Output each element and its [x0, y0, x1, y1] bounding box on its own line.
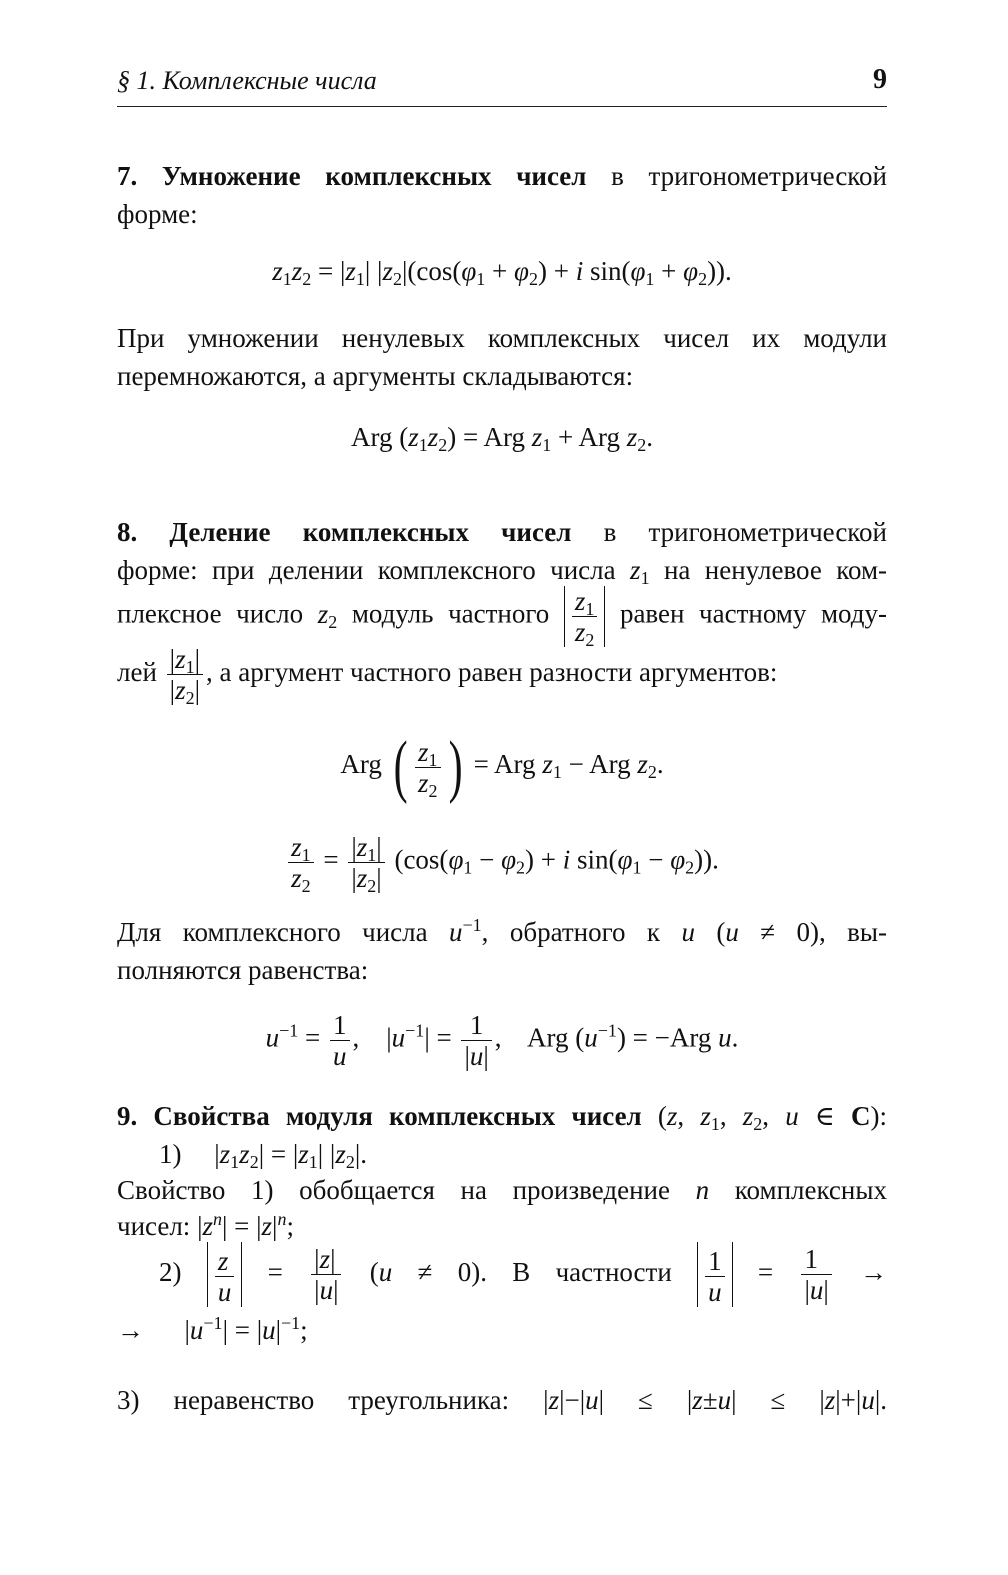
s8-p2-a: Для комплексного числа [117, 917, 428, 947]
s9-title: 9. Свойства модуля комплексных чисел [117, 1101, 642, 1131]
s9-gen-line2: чисел: $|z^n| = |z|^n$; [117, 1209, 294, 1241]
formula-division: $\frac{z_1}{z_2}$ = $\frac{|z_1|}{|z_2|}$ ($\cos(\varphi_1 - \varphi_2) + i$ $\sin(\varphi_1 - \varphi_2)$). [117, 832, 887, 893]
s8-heading-line [117, 514, 887, 550]
modulus-of-quotient: $\frac{z_1}{z_2}$ [564, 586, 606, 647]
s8-line3-b: модуль частного [351, 598, 550, 629]
s8-p2-line2: полняются равенства: [117, 955, 369, 985]
s9-gen-a: Свойство 1) обобщается на произведение [117, 1175, 670, 1205]
page-number: 9 [873, 64, 887, 95]
s9-item3-text: 3) неравенство треугольника: [117, 1385, 510, 1415]
formula-arg-sum: Arg $(z_1z_2)$ = Arg $z_1$ + Arg $z_2$. [350, 422, 654, 455]
s8-line2-a: форме: при делении комплексного числа [117, 555, 616, 585]
s8-line4-a: лей [117, 657, 157, 687]
s8-line2: форме: при делении комплексного числа $z_1$ на ненулевое ком- [117, 555, 888, 588]
s9-item2-label: 2) [159, 1257, 182, 1287]
s8-line2-b: на ненулевое ком- [663, 555, 888, 585]
s8-p2-line1: Для комплексного числа $u^{-1}$, обратного к u (u ≠ 0), вы- [117, 915, 888, 947]
s9-item1: 1) $|z_1z_2| = |z_1|$ $|z_2|$. [159, 1139, 367, 1172]
s9-item3: 3) неравенство треугольника: |z|−|u| ≤ |z±u| ≤ |z|+|u|. [117, 1385, 887, 1415]
running-header [117, 62, 887, 107]
formula-multiplication: $z_1z_2 = |z_1|$ $|z_2|(\cos(\varphi_1 + \varphi_2) + i$ $\sin(\varphi_1 + \varphi_2)$). [272, 256, 732, 289]
s8-p2-b: , обратного к [481, 917, 661, 947]
s8-p2-c: , вы- [818, 917, 888, 947]
formula-inverse: $u^{-1}$ = $\frac{1}{u}$ , $|u^{-1}|$ = $\frac{1}{|u|}$ , Arg $(u^{-1}) = -Arg$ u. [265, 1010, 739, 1071]
s9-item2-mid: В частности [512, 1257, 672, 1287]
s8-line4-b: , а аргумент частного равен разности аргументов: [206, 657, 778, 687]
s8-line3-a: плексное число [117, 598, 304, 629]
quotient-of-moduli: $\frac{|z_1|}{|z_2|}$ [167, 644, 203, 705]
s8-line3: плексное число $z_2$ модуль частного $\frac{z_1}{z_2}$ равен частному моду- [117, 586, 888, 650]
s7-line1-rest: в тригонометрической [611, 161, 888, 191]
s7-title: 7. Умножение комплексных чисел [117, 161, 587, 191]
s9-item2-cont: → $|u^{-1}| = |u|^{-1}$; [117, 1313, 308, 1345]
s9-gen-line2-text: чисел: [117, 1211, 191, 1241]
s9-item2: 2) $\frac{z}{u}$ = $\frac{|z|}{|u|}$ (u ≠ 0). В частности $\frac{1}{u}$ = $\frac{1}{|u|}$ → [117, 1240, 887, 1307]
s7-heading-line [117, 158, 887, 194]
s8-line1-rest: в тригонометрической [603, 517, 887, 547]
s8-line4 [117, 642, 887, 709]
s7-p1-line2: перемножаются, а аргументы складываются: [117, 361, 634, 391]
s9-gen-b: комплексных [734, 1175, 888, 1205]
formula-arg-difference: Arg ( $\frac{z_1}{z_2}$ ) = Arg $z_1$ − Arg $z_2$. [340, 728, 664, 805]
s8-title: 8. Деление комплексных чисел [117, 517, 572, 547]
s7-p1-line1-text: При умножении ненулевых комплексных чисел их модули [117, 323, 887, 353]
s9-item1-label: 1) [159, 1139, 182, 1169]
s9-heading-line: 9. Свойства модуля комплексных чисел (z, $z_1$, $z_2$, u ∈ C): [117, 1101, 888, 1134]
chapter-title: § 1. Комплексные числа [117, 66, 377, 95]
s8-line3-c: равен частному моду- [619, 598, 888, 629]
s7-p1-line1 [117, 320, 887, 356]
s7-line2: форме: [117, 199, 198, 229]
s9-gen-line1: Свойство 1) обобщается на произведение n комплексных [117, 1175, 888, 1205]
